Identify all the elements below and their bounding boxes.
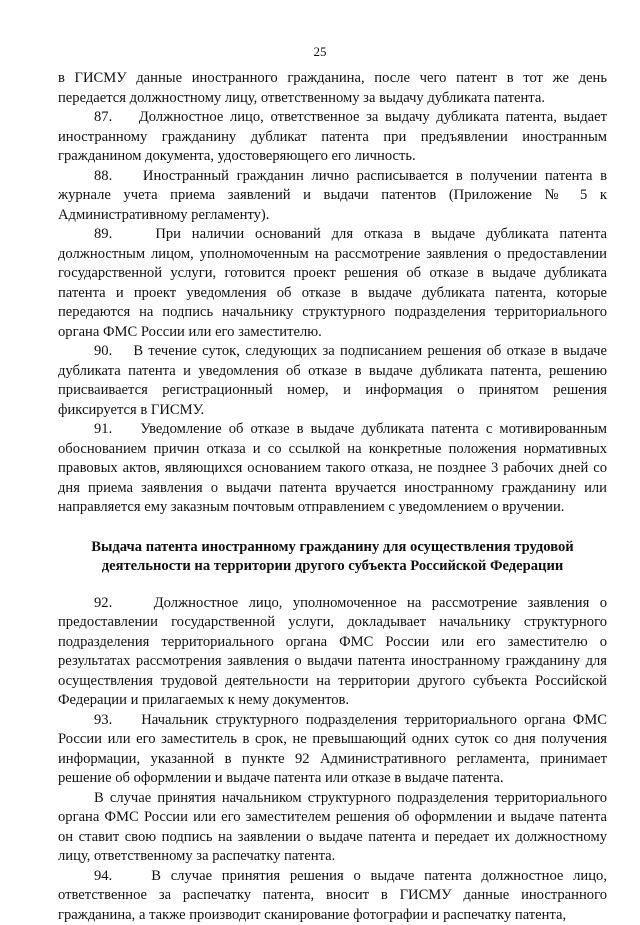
paragraph-88: 88. Иностранный гражданин лично расписывается в получении патента в журнале учета приема заявлений и выдачи патентов (Приложение № 5 к Административному регламенту). xyxy=(58,167,607,226)
paragraph-89: 89. При наличии оснований для отказа в выдаче дубликата патента должностным лицом, уполномоченным на рассмотрение заявления о предоставлении государственной услуги, готовится проект решения об отказе в выдаче дубликата патента и проект уведомления об отказе в выдаче дубликата патента, которые передаются на подпись начальнику структурного подразделения территориального органа ФМС России или его заместителю. xyxy=(58,225,607,342)
paragraph-93-continued: В случае принятия начальником структурного подразделения территориального органа ФМС России или его заместителем решения об оформлении и выдаче патента он ставит свою подпись на заявлении о выдаче патента и передает их должностному лицу, ответственному за распечатку патента. xyxy=(58,789,607,867)
paragraph: в ГИСМУ данные иностранного гражданина, после чего патент в тот же день передается должностному лицу, ответственному за выдачу дубликата патента. xyxy=(58,69,607,108)
page-number: 25 xyxy=(0,44,640,60)
section-heading: Выдача патента иностранному гражданину для осуществления трудовой деятельности на территории другого субъекта Российской Федерации xyxy=(58,538,607,577)
paragraph-91: 91. Уведомление об отказе в выдаче дубликата патента с мотивированным обоснованием причин отказа и со ссылкой на конкретные положения нормативных правовых актов, являющихся основанием такого отказа, не позднее 3 рабочих дней со дня приема заявления о выдачи патента вручается иностранному гражданину или направляется ему заказным почтовым отправлением с уведомлением о вручении. xyxy=(58,420,607,518)
paragraph-93: 93. Начальник структурного подразделения территориального органа ФМС России или его заместитель в срок, не превышающий одних суток со дня получения информации, указанной в пункте 92 Административного регламента, принимает решение об оформлении и выдаче патента или отказе в выдаче патента. xyxy=(58,711,607,789)
paragraph-94: 94. В случае принятия решения о выдаче патента должностное лицо, ответственное за распечатку патента, вносит в ГИСМУ данные иностранного гражданина, а также производит сканирование фотографии и распечатку патента, xyxy=(58,867,607,925)
paragraph-87: 87. Должностное лицо, ответственное за выдачу дубликата патента, выдает иностранному гражданину дубликат патента при предъявлении иностранным гражданином документа, удостоверяющего его личность. xyxy=(58,108,607,167)
document-body xyxy=(58,69,607,925)
paragraph-90: 90. В течение суток, следующих за подписанием решения об отказе в выдаче дубликата патента и уведомления об отказе в выдаче дубликата патента, решению присваивается регистрационный номер, и информация о принятом решения фиксируется в ГИСМУ. xyxy=(58,342,607,420)
paragraph-92: 92. Должностное лицо, уполномоченное на рассмотрение заявления о предоставлении государственной услуги, докладывает начальнику структурного подразделения территориального органа ФМС России или его заместителю о результатах рассмотрения заявления о выдачи патента иностранному гражданину для осуществления трудовой деятельности на территории другого субъекта Российской Федерации и прилагаемых к нему документов. xyxy=(58,594,607,711)
